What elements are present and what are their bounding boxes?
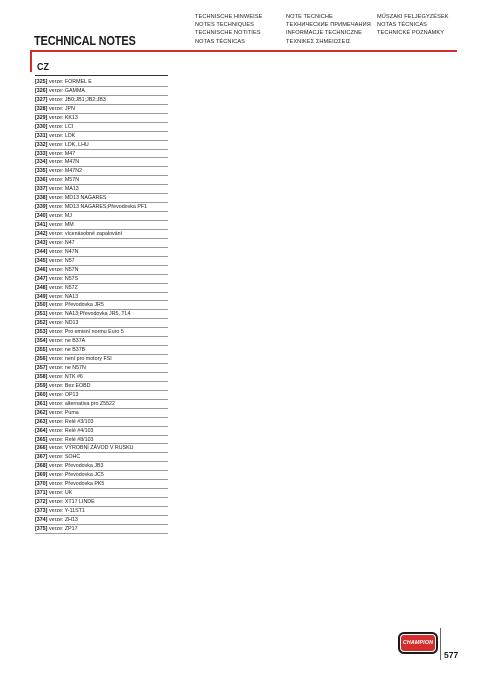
note-text: verze: NA13;Převodovka JR5, TL4 [49, 311, 131, 318]
note-text: verze: N57N [49, 266, 79, 273]
list-item [35, 507, 168, 516]
note-text: verze: LDK, LHU [49, 141, 89, 148]
list-item [35, 212, 168, 221]
header-translation: NOTE TECNICHE [286, 14, 333, 20]
note-code: [352] [35, 320, 48, 327]
list-item [35, 230, 168, 239]
note-code: [337] [35, 186, 48, 193]
champion-logo [398, 632, 438, 654]
list-item [35, 176, 168, 185]
note-text: verze: FORMEL E [49, 79, 92, 85]
note-text: verze: NA13 [49, 293, 79, 300]
list-item [35, 257, 168, 266]
note-code: [372] [35, 499, 48, 506]
note-text: verze: Bez EOBD [49, 382, 91, 389]
note-code: [346] [35, 266, 48, 273]
note-code: [329] [35, 114, 48, 121]
header-translations-col-1 [195, 13, 262, 46]
list-item [35, 105, 168, 114]
note-code: [326] [35, 87, 48, 94]
note-text: verze: KK13 [49, 114, 78, 121]
note-text: verze: vícenásobné zapalování [49, 230, 123, 237]
header-translation: NOTES TECHNIQUES [195, 22, 254, 29]
list-item [35, 319, 168, 328]
list-item [35, 391, 168, 400]
list-item [35, 418, 168, 427]
note-text: verze: M47 [49, 150, 76, 157]
note-code: [367] [35, 454, 48, 461]
header-translations-col-2 [286, 13, 371, 46]
note-code: [356] [35, 356, 48, 363]
list-item [35, 248, 168, 257]
champion-logo-badge [400, 634, 436, 652]
note-code: [333] [35, 150, 48, 157]
note-text: verze: N47N [49, 248, 79, 255]
list-item [35, 525, 168, 534]
list-item [35, 194, 168, 203]
note-text: verze: ZP17 [49, 525, 78, 532]
note-code: [348] [35, 284, 48, 291]
note-code: [359] [35, 382, 48, 389]
note-code: [370] [35, 481, 48, 488]
list-item [35, 114, 168, 123]
list-item [35, 141, 168, 150]
header-translation: NOTAS TÉCNICAS [195, 38, 245, 45]
list-item [35, 427, 168, 436]
note-code: [340] [35, 213, 48, 220]
note-text: verze: NTK #6 [49, 373, 83, 380]
title-divider [30, 50, 457, 52]
note-code: [331] [35, 132, 48, 139]
note-code: [336] [35, 177, 48, 184]
list-item [35, 516, 168, 525]
note-text: verze: Převodovka JB3 [49, 463, 104, 470]
note-code: [361] [35, 400, 48, 407]
list-item [35, 203, 168, 212]
header-translations-col-3 [377, 13, 449, 38]
list-item [35, 266, 168, 275]
header-translation: ТЕХНИЧЕСКИЕ ПРИМЕЧАНИЯ [286, 22, 371, 29]
note-code: [345] [35, 257, 48, 264]
list-item [35, 382, 168, 391]
list-item [35, 310, 168, 319]
list-item [35, 150, 168, 159]
note-code: [351] [35, 311, 48, 318]
note-text: verze: není pro motory FSI [49, 356, 112, 363]
list-item [35, 337, 168, 346]
list-item [35, 275, 168, 284]
note-text: verze: N47 [49, 239, 75, 246]
header-translation: NOTAS TÉCNICAS [377, 22, 427, 29]
note-text: verze: Převodovka PK5 [49, 481, 105, 488]
list-item [35, 462, 168, 471]
note-text: verze: OP13 [49, 391, 79, 398]
list-item [35, 221, 168, 230]
note-text: verze: N57Z [49, 284, 78, 291]
note-code: [368] [35, 463, 48, 470]
header-translation: TECHNICKÉ POZNÁMKY [377, 30, 445, 37]
list-item [35, 293, 168, 302]
note-text: verze: Relé #3/103 [49, 418, 94, 425]
list-item [35, 158, 168, 167]
note-code: [371] [35, 490, 48, 497]
note-text: verze: MD13 NAGARES;Převodovka PF1 [49, 204, 148, 211]
list-item [35, 400, 168, 409]
note-code: [354] [35, 338, 48, 345]
list-item [35, 489, 168, 498]
note-code: [360] [35, 391, 48, 398]
note-text: verze: SOHC [49, 454, 81, 461]
note-code: [330] [35, 123, 48, 130]
champion-logo-text: CHAMPION [402, 640, 434, 646]
note-code: [349] [35, 293, 48, 300]
note-code: [338] [35, 195, 48, 202]
note-text: verze: ne B37B [49, 347, 86, 354]
note-text: verze: MM [49, 222, 74, 228]
header-translation: ΤΕΧΝΙΚΕΣ ΣΗΜΕΙΩΣΕΙΣ [286, 38, 351, 45]
page-title: TECHNICAL NOTES [34, 34, 136, 48]
note-code: [342] [35, 230, 48, 237]
list-item [35, 87, 168, 96]
list-item [35, 444, 168, 453]
note-text: verze: M57N [49, 177, 80, 184]
note-code: [375] [35, 525, 48, 532]
note-code: [366] [35, 445, 48, 452]
header-translation: TECHNISCHE HINWEISE [195, 14, 263, 20]
language-code: CZ [37, 62, 50, 73]
note-code: [332] [35, 141, 48, 148]
list-top-rule [35, 75, 168, 76]
note-text: verze: MJ [49, 213, 72, 220]
note-code: [343] [35, 239, 48, 246]
note-text: verze: M47N [49, 159, 80, 166]
note-code: [369] [35, 472, 48, 479]
note-code: [358] [35, 373, 48, 380]
note-code: [350] [35, 302, 48, 309]
list-item [35, 453, 168, 462]
list-item [35, 284, 168, 293]
list-item [35, 373, 168, 382]
note-code: [365] [35, 436, 48, 443]
note-text: verze: JPN [49, 105, 75, 112]
list-item [35, 78, 168, 87]
list-item [35, 409, 168, 418]
note-text: verze: Relé #8/103 [49, 436, 94, 443]
note-text: verze: M47N2 [49, 168, 82, 175]
list-item [35, 480, 168, 489]
note-text: verze: Převodovka JC5 [49, 472, 104, 479]
page-number: 577 [444, 650, 459, 660]
note-code: [373] [35, 508, 48, 514]
note-text: verze: ne N57N [49, 365, 86, 371]
note-text: verze: XT17 LINDE [49, 499, 95, 506]
note-code: [335] [35, 168, 48, 175]
note-text: verze: Pro emisní normu Euro 5 [49, 329, 124, 336]
note-text: verze: alternativa pro Z5522 [49, 400, 115, 407]
note-text: verze: ne B37A [49, 338, 86, 345]
footer-divider [440, 628, 441, 660]
list-item [35, 123, 168, 132]
notes-list [35, 78, 168, 534]
list-item [35, 167, 168, 176]
note-code: [347] [35, 275, 48, 282]
note-text: verze: UK [49, 490, 73, 497]
note-text: verze: MA13 [49, 186, 79, 193]
note-code: [341] [35, 222, 48, 228]
note-code: [328] [35, 105, 48, 112]
note-text: verze: VÝROBNÍ ZÁVOD V RUSKU [49, 445, 134, 452]
list-item [35, 364, 168, 373]
note-text: verze: Převodovka JR5 [49, 302, 104, 309]
header-translation: INFORMACJE TECHNICZNE [286, 30, 362, 37]
note-code: [339] [35, 204, 48, 211]
list-item [35, 239, 168, 248]
note-code: [344] [35, 248, 48, 255]
note-text: verze: Y-11ST1 [49, 508, 85, 514]
note-code: [334] [35, 159, 48, 166]
note-text: verze: N57S [49, 275, 79, 282]
note-text: verze: MD13 NAGARES [49, 195, 107, 202]
list-item [35, 301, 168, 310]
note-code: [327] [35, 96, 48, 103]
section-marker [30, 50, 32, 72]
list-item [35, 436, 168, 445]
note-text: verze: LCI [49, 123, 74, 130]
list-item [35, 132, 168, 141]
note-text: verze: Puma [49, 409, 79, 416]
note-code: [353] [35, 329, 48, 336]
note-text: verze: LDK [49, 132, 76, 139]
list-item [35, 96, 168, 105]
note-code: [325] [35, 79, 48, 85]
note-code: [362] [35, 409, 48, 416]
list-item [35, 185, 168, 194]
note-text: verze: GAMMA [49, 87, 85, 94]
note-code: [357] [35, 365, 48, 371]
note-text: verze: JB0;JB1;JB2;JB3 [49, 96, 106, 103]
note-code: [374] [35, 516, 48, 523]
note-text: verze: ZH13 [49, 516, 78, 523]
list-item [35, 355, 168, 364]
list-item [35, 346, 168, 355]
note-code: [363] [35, 418, 48, 425]
note-code: [364] [35, 427, 48, 434]
note-code: [355] [35, 347, 48, 354]
note-text: verze: ND13 [49, 320, 79, 327]
list-item [35, 328, 168, 337]
list-item [35, 471, 168, 480]
note-text: verze: N57 [49, 257, 75, 264]
header-translation: MŰSZAKI FELJEGYZÉSEK [377, 14, 449, 20]
header-translation: TECHNISCHE NOTITIES [195, 30, 261, 37]
list-item [35, 498, 168, 507]
note-text: verze: Relé #4/103 [49, 427, 94, 434]
